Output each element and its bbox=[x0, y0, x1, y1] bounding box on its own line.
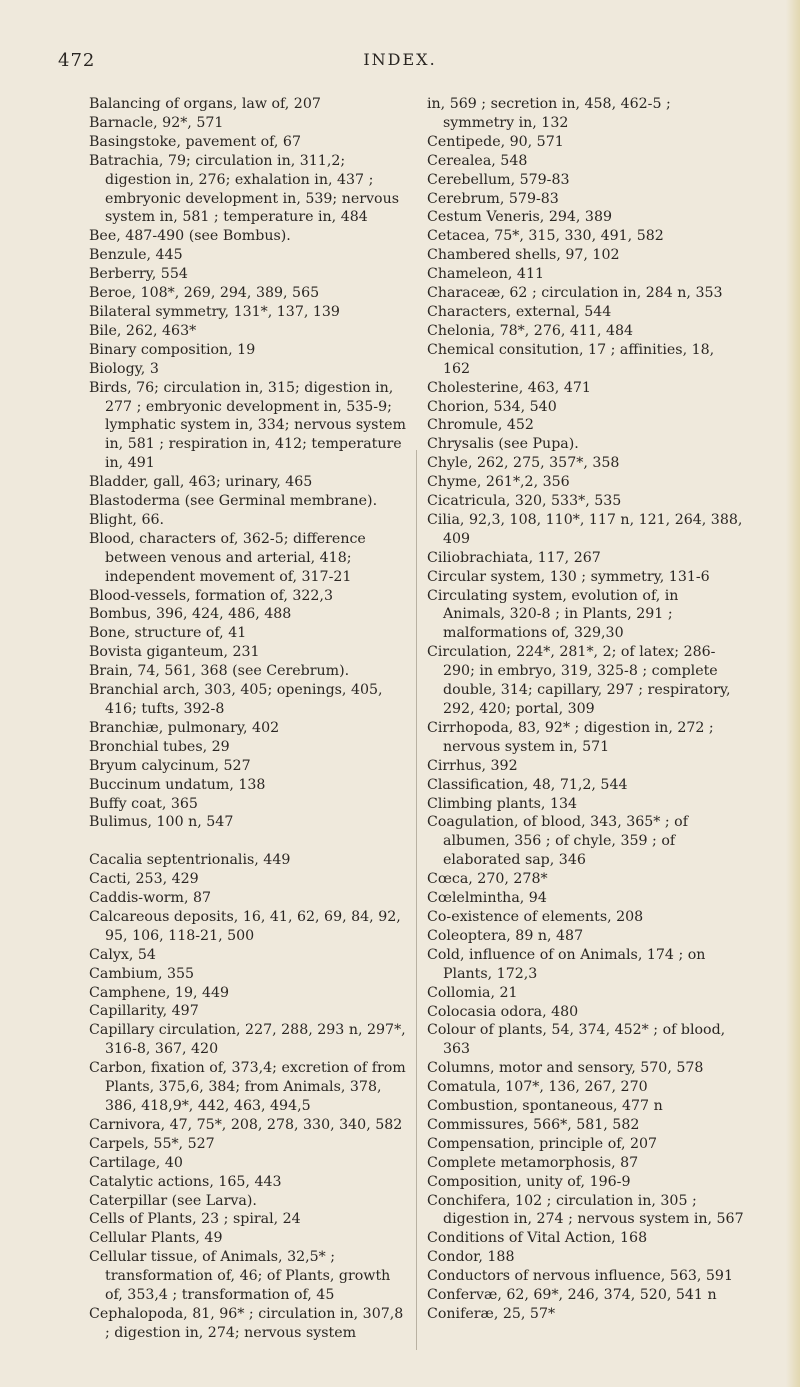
index-entry: Batrachia, 79; circulation in, 311,2; digestion in, 276; exhalation in, 437 ; embryonic development in, 539; nervous system in, 581 ; temperature in, 484 bbox=[89, 152, 400, 226]
index-entry: Circulation, 224*, 281*, 2; of latex; 286-290; in embryo, 319, 325-8 ; complete double, 314; capillary, 297 ; respiratory, 292, 420; portal, 309 bbox=[427, 644, 731, 717]
index-entry: Circulating system, evolution of, in Animals, 320-8 ; in Plants, 291 ; malformations of, 329,30 bbox=[427, 587, 679, 642]
index-entry: Combustion, spontaneous, 477 n bbox=[427, 1098, 663, 1115]
index-entry: Cartilage, 40 bbox=[89, 1154, 183, 1171]
index-entry: Chyme, 261*,2, 356 bbox=[427, 474, 570, 491]
index-entry: Complete metamorphosis, 87 bbox=[427, 1154, 639, 1171]
index-entry: Climbing plants, 134 bbox=[427, 795, 578, 812]
index-entry: Benzule, 445 bbox=[89, 247, 183, 264]
index-entry: Bulimus, 100 n, 547 bbox=[89, 814, 234, 831]
running-head: INDEX. bbox=[363, 50, 437, 69]
index-entry: Carpels, 55*, 527 bbox=[89, 1135, 215, 1152]
index-entry: Caterpillar (see Larva). bbox=[89, 1192, 257, 1209]
index-entry: Colocasia odora, 480 bbox=[427, 1003, 579, 1020]
index-entry: Conditions of Vital Action, 168 bbox=[427, 1230, 648, 1247]
index-entry: Cœlelmintha, 94 bbox=[427, 890, 547, 907]
index-entry: Cacti, 253, 429 bbox=[89, 871, 199, 888]
index-entry: Co-existence of elements, 208 bbox=[427, 908, 644, 925]
index-entry: Calyx, 54 bbox=[89, 946, 156, 963]
index-entry: Composition, unity of, 196-9 bbox=[427, 1173, 631, 1190]
index-entry: Blight, 66. bbox=[89, 511, 165, 528]
index-entry: Blastoderma (see Germinal membrane). bbox=[89, 493, 378, 510]
index-entry: Cirrhus, 392 bbox=[427, 757, 518, 774]
right-column bbox=[427, 95, 745, 1324]
index-entry: Cestum Veneris, 294, 389 bbox=[427, 209, 613, 226]
index-entry: Cacalia septentrionalis, 449 bbox=[89, 852, 291, 869]
index-entry: Cellular Plants, 49 bbox=[89, 1230, 223, 1247]
index-entry: Columns, motor and sensory, 570, 578 bbox=[427, 1060, 704, 1077]
index-entry: Bladder, gall, 463; urinary, 465 bbox=[89, 474, 313, 491]
index-entry: Carbon, fixation of, 373,4; excretion of from Plants, 375,6, 384; from Animals, 378, 386, 418,9*, 442, 463, 494,5 bbox=[89, 1060, 406, 1115]
index-entry: Balancing of organs, law of, 207 bbox=[89, 96, 321, 112]
index-entry: Classification, 48, 71,2, 544 bbox=[427, 776, 628, 793]
index-entry: Cells of Plants, 23 ; spiral, 24 bbox=[89, 1211, 301, 1228]
index-entry: Ciliobrachiata, 117, 267 bbox=[427, 549, 601, 566]
index-entry: Branchiæ, pulmonary, 402 bbox=[89, 719, 280, 736]
index-entry: Chemical consitution, 17 ; affinities, 18, 162 bbox=[427, 341, 715, 377]
index-entry: Conchifera, 102 ; circulation in, 305 ; digestion in, 274 ; nervous system in, 567 bbox=[427, 1192, 744, 1228]
index-entry: Buffy coat, 365 bbox=[89, 795, 198, 812]
index-entry: Berberry, 554 bbox=[89, 266, 188, 283]
index-entry: Colour of plants, 54, 374, 452* ; of blood, 363 bbox=[427, 1022, 726, 1058]
index-entry: Bee, 487-490 (see Bombus). bbox=[89, 228, 291, 245]
index-entry: Characters, external, 544 bbox=[427, 303, 612, 320]
index-entry: Commissures, 566*, 581, 582 bbox=[427, 1116, 640, 1133]
index-entry: Conductors of nervous influence, 563, 591 bbox=[427, 1268, 733, 1285]
index-entry: Chambered shells, 97, 102 bbox=[427, 247, 620, 264]
index-entry: Birds, 76; circulation in, 315; digestion in, 277 ; embryonic development in, 535-9; lymphatic system in, 334; nervous system in, 581 ; respiration in, 412; temperature in, 491 bbox=[89, 379, 407, 472]
index-entry: Chrysalis (see Pupa). bbox=[427, 436, 579, 453]
index-entry: Camphene, 19, 449 bbox=[89, 984, 230, 1001]
index-entry: Blood, characters of, 362-5; difference between venous and arterial, 418; independent movement of, 317-21 bbox=[89, 530, 366, 585]
page-number: 472 bbox=[58, 50, 96, 71]
index-entry: Cerealea, 548 bbox=[427, 152, 528, 169]
index-entry: Cerebrum, 579-83 bbox=[427, 190, 559, 207]
index-entry: Chelonia, 78*, 276, 411, 484 bbox=[427, 322, 634, 339]
index-entry: Binary composition, 19 bbox=[89, 341, 256, 358]
index-entry: Cambium, 355 bbox=[89, 965, 195, 982]
index-entry: Collomia, 21 bbox=[427, 984, 518, 1001]
index-entry: Bile, 262, 463* bbox=[89, 322, 197, 339]
index-entry: in, 569 ; secretion in, 458, 462-5 ; symmetry in, 132 bbox=[427, 96, 671, 131]
index-entry: Chyle, 262, 275, 357*, 358 bbox=[427, 455, 620, 472]
index-entry: Biology, 3 bbox=[89, 360, 159, 377]
index-entry: Condor, 188 bbox=[427, 1249, 515, 1266]
index-entry: Cirrhopoda, 83, 92* ; digestion in, 272 ; nervous system in, 571 bbox=[427, 719, 714, 755]
index-entry: Bone, structure of, 41 bbox=[89, 625, 247, 642]
index-entry: Carnivora, 47, 75*, 208, 278, 330, 340, 582 bbox=[89, 1116, 403, 1133]
index-entry: Barnacle, 92*, 571 bbox=[89, 114, 224, 131]
index-entry: Blood-vessels, formation of, 322,3 bbox=[89, 587, 333, 604]
column-divider bbox=[416, 450, 417, 1350]
left-column bbox=[89, 95, 407, 1343]
index-entry: Chameleon, 411 bbox=[427, 266, 545, 283]
index-entry: Cœca, 270, 278* bbox=[427, 871, 548, 888]
index-columns bbox=[89, 95, 744, 1375]
index-entry: Brain, 74, 561, 368 (see Cerebrum). bbox=[89, 663, 350, 680]
index-entry: Compensation, principle of, 207 bbox=[427, 1135, 658, 1152]
index-entry: Bovista giganteum, 231 bbox=[89, 644, 260, 661]
index-entry: Bryum calycinum, 527 bbox=[89, 757, 251, 774]
index-entry: Cholesterine, 463, 471 bbox=[427, 379, 591, 396]
index-entry: Cerebellum, 579-83 bbox=[427, 171, 570, 188]
index-entry: Catalytic actions, 165, 443 bbox=[89, 1173, 282, 1190]
index-entry: Buccinum undatum, 138 bbox=[89, 776, 266, 793]
index-entry: Comatula, 107*, 136, 267, 270 bbox=[427, 1079, 648, 1096]
index-entry: Calcareous deposits, 16, 41, 62, 69, 84, 92, 95, 106, 118-21, 500 bbox=[89, 908, 401, 944]
index-entry: Cilia, 92,3, 108, 110*, 117 n, 121, 264, 388, 409 bbox=[427, 511, 743, 547]
index-entry: Coniferæ, 25, 57* bbox=[427, 1306, 556, 1322]
index-entry: Branchial arch, 303, 405; openings, 405, 416; tufts, 392-8 bbox=[89, 682, 383, 717]
index-entry: Circular system, 130 ; symmetry, 131-6 bbox=[427, 568, 710, 585]
index-entry: Bronchial tubes, 29 bbox=[89, 738, 230, 755]
index-entry: Beroe, 108*, 269, 294, 389, 565 bbox=[89, 285, 320, 302]
index-entry: Cold, influence of on Animals, 174 ; on Plants, 172,3 bbox=[427, 946, 706, 982]
index-entry: Coleoptera, 89 n, 487 bbox=[427, 927, 584, 944]
index-entry: Bombus, 396, 424, 486, 488 bbox=[89, 606, 292, 623]
index-entry: Chorion, 534, 540 bbox=[427, 398, 557, 415]
page-edge-stain bbox=[786, 0, 800, 1387]
index-entry: Caddis-worm, 87 bbox=[89, 890, 212, 907]
index-entry: Cephalopoda, 81, 96* ; circulation in, 307,8 ; digestion in, 274; nervous system bbox=[89, 1305, 404, 1341]
index-entry: Centipede, 90, 571 bbox=[427, 133, 564, 150]
index-entry: Cetacea, 75*, 315, 330, 491, 582 bbox=[427, 228, 664, 245]
index-entry: Bilateral symmetry, 131*, 137, 139 bbox=[89, 303, 340, 320]
page-header bbox=[0, 50, 800, 80]
index-entry: Coagulation, of blood, 343, 365* ; of albumen, 356 ; of chyle, 359 ; of elaborated sap, 346 bbox=[427, 814, 688, 869]
index-entry: Cicatricula, 320, 533*, 535 bbox=[427, 493, 622, 510]
index-entry: Characeæ, 62 ; circulation in, 284 n, 353 bbox=[427, 285, 723, 302]
index-entry: Basingstoke, pavement of, 67 bbox=[89, 133, 301, 150]
index-entry: Capillarity, 497 bbox=[89, 1003, 199, 1020]
index-entry: Capillary circulation, 227, 288, 293 n, 297*, 316-8, 367, 420 bbox=[89, 1022, 406, 1058]
index-entry: Cellular tissue, of Animals, 32,5* ; transformation of, 46; of Plants, growth of, 353,4 ; transformation of, 45 bbox=[89, 1249, 391, 1304]
index-entry: Confervæ, 62, 69*, 246, 374, 520, 541 n bbox=[427, 1287, 717, 1304]
index-entry: Chromule, 452 bbox=[427, 417, 534, 434]
